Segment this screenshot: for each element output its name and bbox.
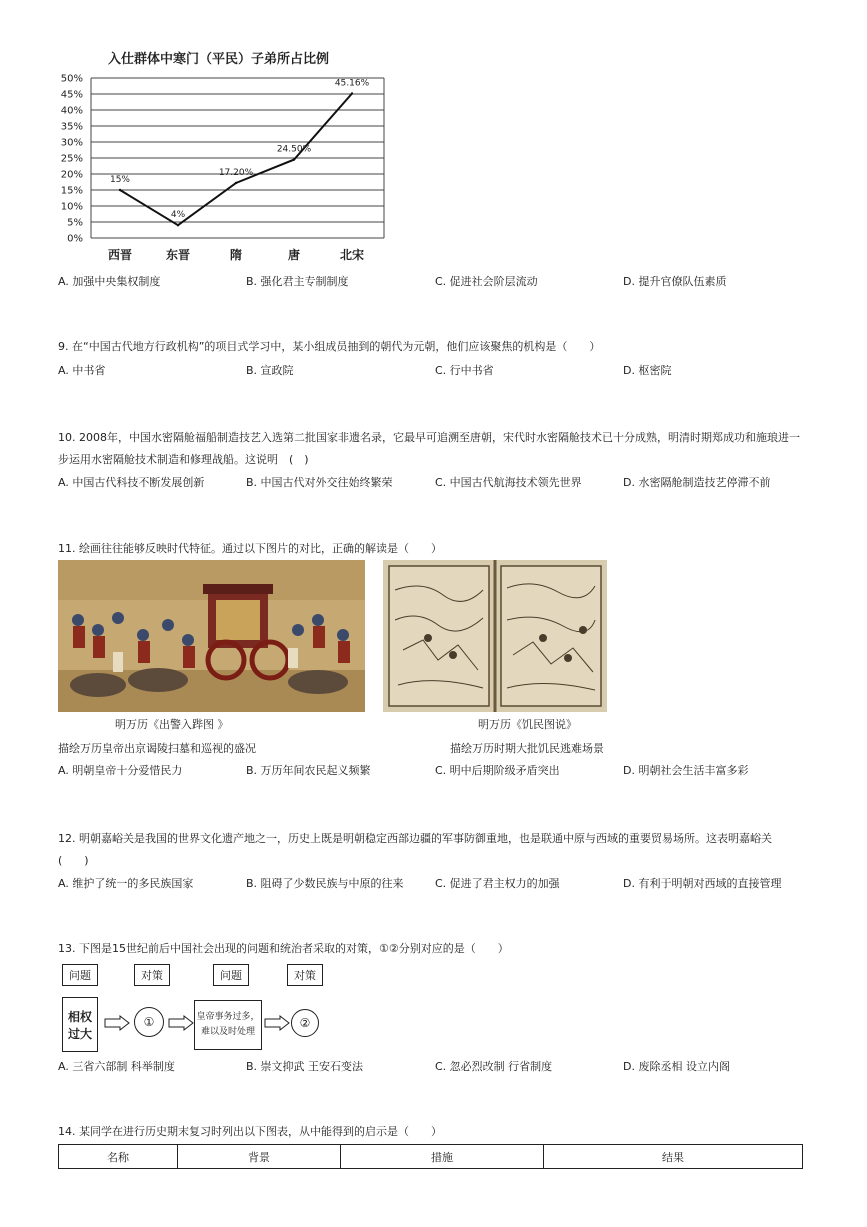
q13-option-b[interactable]: B. 崇文抑武 王安石变法: [246, 1060, 364, 1073]
data-point: [177, 224, 179, 226]
q14-table: [58, 1144, 803, 1169]
y-tick-label: 35%: [60, 121, 83, 133]
famine-painting: [383, 560, 607, 712]
x-tick-label: 西晋: [107, 248, 133, 262]
q9-option-b[interactable]: B. 宣政院: [246, 364, 294, 377]
arrow-icon: [264, 1015, 290, 1031]
q11-option-b[interactable]: B. 万历年间农民起义频繁: [246, 764, 371, 777]
label-problem-1: 问题: [62, 964, 98, 986]
procession-painting: [58, 560, 365, 712]
q11-stem: 11. 绘画往往能够反映时代特征。通过以下图片的对比，正确的解读是（ ）: [58, 542, 442, 555]
famine-painting-image: [383, 560, 607, 712]
q11-option-c[interactable]: C. 明中后期阶级矛盾突出: [435, 764, 560, 777]
q10-stem: 10. 2008年，中国水密隔舱福船制造技艺入选第二批国家非遗名录，它最早可追溯至唐朝，宋代时水密隔舱技术已十分成熟，明清时期郑成功和施琅进一步运用水密隔舱技术制造和修理战船。这说明 ( ): [58, 431, 800, 466]
chart-container: [58, 42, 398, 267]
x-tick-label: 唐: [287, 248, 301, 262]
y-tick-label: 10%: [60, 201, 83, 213]
q12-option-a[interactable]: A. 维护了统一的多民族国家: [58, 877, 194, 890]
q13-stem: 13. 下图是15世纪前后中国社会出现的问题和统治者采取的对策，①②分别对应的是（ ）: [58, 942, 509, 955]
label-problem-2: 问题: [213, 964, 249, 986]
q8-option-c[interactable]: C. 促进社会阶层流动: [435, 275, 538, 288]
q12-option-d[interactable]: D. 有利于明朝对西域的直接管理: [623, 877, 782, 890]
problem-box-1: 相权 过大: [62, 997, 98, 1052]
q13-option-d[interactable]: D. 废除丞相 设立内阁: [623, 1060, 730, 1073]
q8-option-b[interactable]: B. 强化君主专制制度: [246, 275, 349, 288]
q9-option-d[interactable]: D. 枢密院: [623, 364, 672, 377]
q9-option-a[interactable]: A. 中书省: [58, 364, 106, 377]
label-strategy-1: 对策: [134, 964, 170, 986]
data-point: [235, 182, 237, 184]
q13-option-a[interactable]: A. 三省六部制 科举制度: [58, 1060, 175, 1073]
q14-stem: 14. 某同学在进行历史期末复习时列出以下图表，从中能得到的启示是（ ）: [58, 1125, 442, 1138]
data-point: [351, 92, 353, 94]
y-tick-label: 5%: [67, 217, 83, 229]
y-tick-label: 0%: [67, 233, 83, 245]
data-point: [119, 189, 121, 191]
data-point: [293, 158, 295, 160]
answer-circle-2: ②: [291, 1009, 319, 1037]
arrow-icon: [104, 1015, 130, 1031]
answer-circle-1: ①: [134, 1007, 164, 1037]
table-header-measures: 措施: [341, 1145, 544, 1169]
data-label: 4%: [170, 210, 186, 221]
x-tick-label: 北宋: [339, 248, 365, 262]
table-header-background: 背景: [178, 1145, 341, 1169]
y-tick-label: 20%: [60, 169, 83, 181]
q11-option-d[interactable]: D. 明朝社会生活丰富多彩: [623, 764, 749, 777]
q12-option-b[interactable]: B. 阻碍了少数民族与中原的往来: [246, 877, 404, 890]
data-label: 24.50%: [276, 144, 312, 155]
series-line: [120, 93, 352, 225]
q10-option-b[interactable]: B. 中国古代对外交往始终繁荣: [246, 476, 393, 489]
data-label: 45.16%: [334, 78, 370, 89]
y-tick-label: 45%: [60, 89, 83, 101]
q13-option-c[interactable]: C. 忽必烈改制 行省制度: [435, 1060, 553, 1073]
y-tick-label: 50%: [60, 73, 83, 85]
label-strategy-2: 对策: [287, 964, 323, 986]
chart-title: 入仕群体中寒门（平民）子弟所占比例: [108, 52, 330, 67]
y-tick-label: 25%: [60, 153, 83, 165]
q12-stem: 12. 明朝嘉峪关是我国的世界文化遗产地之一，历史上既是明朝稳定西部边疆的军事防御重地，也是联通中原与西域的重要贸易场所。这表明嘉峪关 ( ): [58, 832, 783, 867]
q10-option-c[interactable]: C. 中国古代航海技术领先世界: [435, 476, 582, 489]
data-label: 17.20%: [218, 167, 254, 178]
procession-painting-image: [58, 560, 365, 712]
q11-option-a[interactable]: A. 明朝皇帝十分爱惜民力: [58, 764, 183, 777]
q11-right-desc: 描绘万历时期大批饥民逃难场景: [450, 742, 604, 755]
q10-option-d[interactable]: D. 水密隔舱制造技艺停滞不前: [623, 476, 771, 489]
y-tick-label: 15%: [60, 185, 83, 197]
q11-left-desc: 描绘万历皇帝出京谒陵扫墓和巡视的盛况: [58, 742, 256, 755]
q11-left-title: 明万历《出警入跸图 》: [115, 718, 229, 731]
line-chart: [58, 42, 398, 267]
q8-option-d[interactable]: D. 提升官僚队伍素质: [623, 275, 727, 288]
x-tick-label: 东晋: [165, 248, 191, 262]
x-tick-label: 隋: [229, 248, 243, 262]
q12-option-c[interactable]: C. 促进了君主权力的加强: [435, 877, 560, 890]
q11-right-title: 明万历《饥民图说》: [478, 718, 577, 731]
q9-stem: 9. 在“中国古代地方行政机构”的项目式学习中，某小组成员抽到的朝代为元朝，他们应该聚焦的机构是（ ）: [58, 340, 601, 353]
q9-option-c[interactable]: C. 行中书省: [435, 364, 494, 377]
data-label: 15%: [109, 175, 131, 185]
arrow-icon: [168, 1015, 194, 1031]
q10-option-a[interactable]: A. 中国古代科技不断发展创新: [58, 476, 205, 489]
y-tick-label: 30%: [60, 137, 83, 149]
y-tick-label: 40%: [60, 105, 83, 117]
table-header-result: 结果: [544, 1145, 803, 1169]
q8-option-a[interactable]: A. 加强中央集权制度: [58, 275, 161, 288]
problem-box-2: 皇帝事务过多， 难以及时处理: [194, 1000, 262, 1050]
table-header-name: 名称: [59, 1145, 178, 1169]
